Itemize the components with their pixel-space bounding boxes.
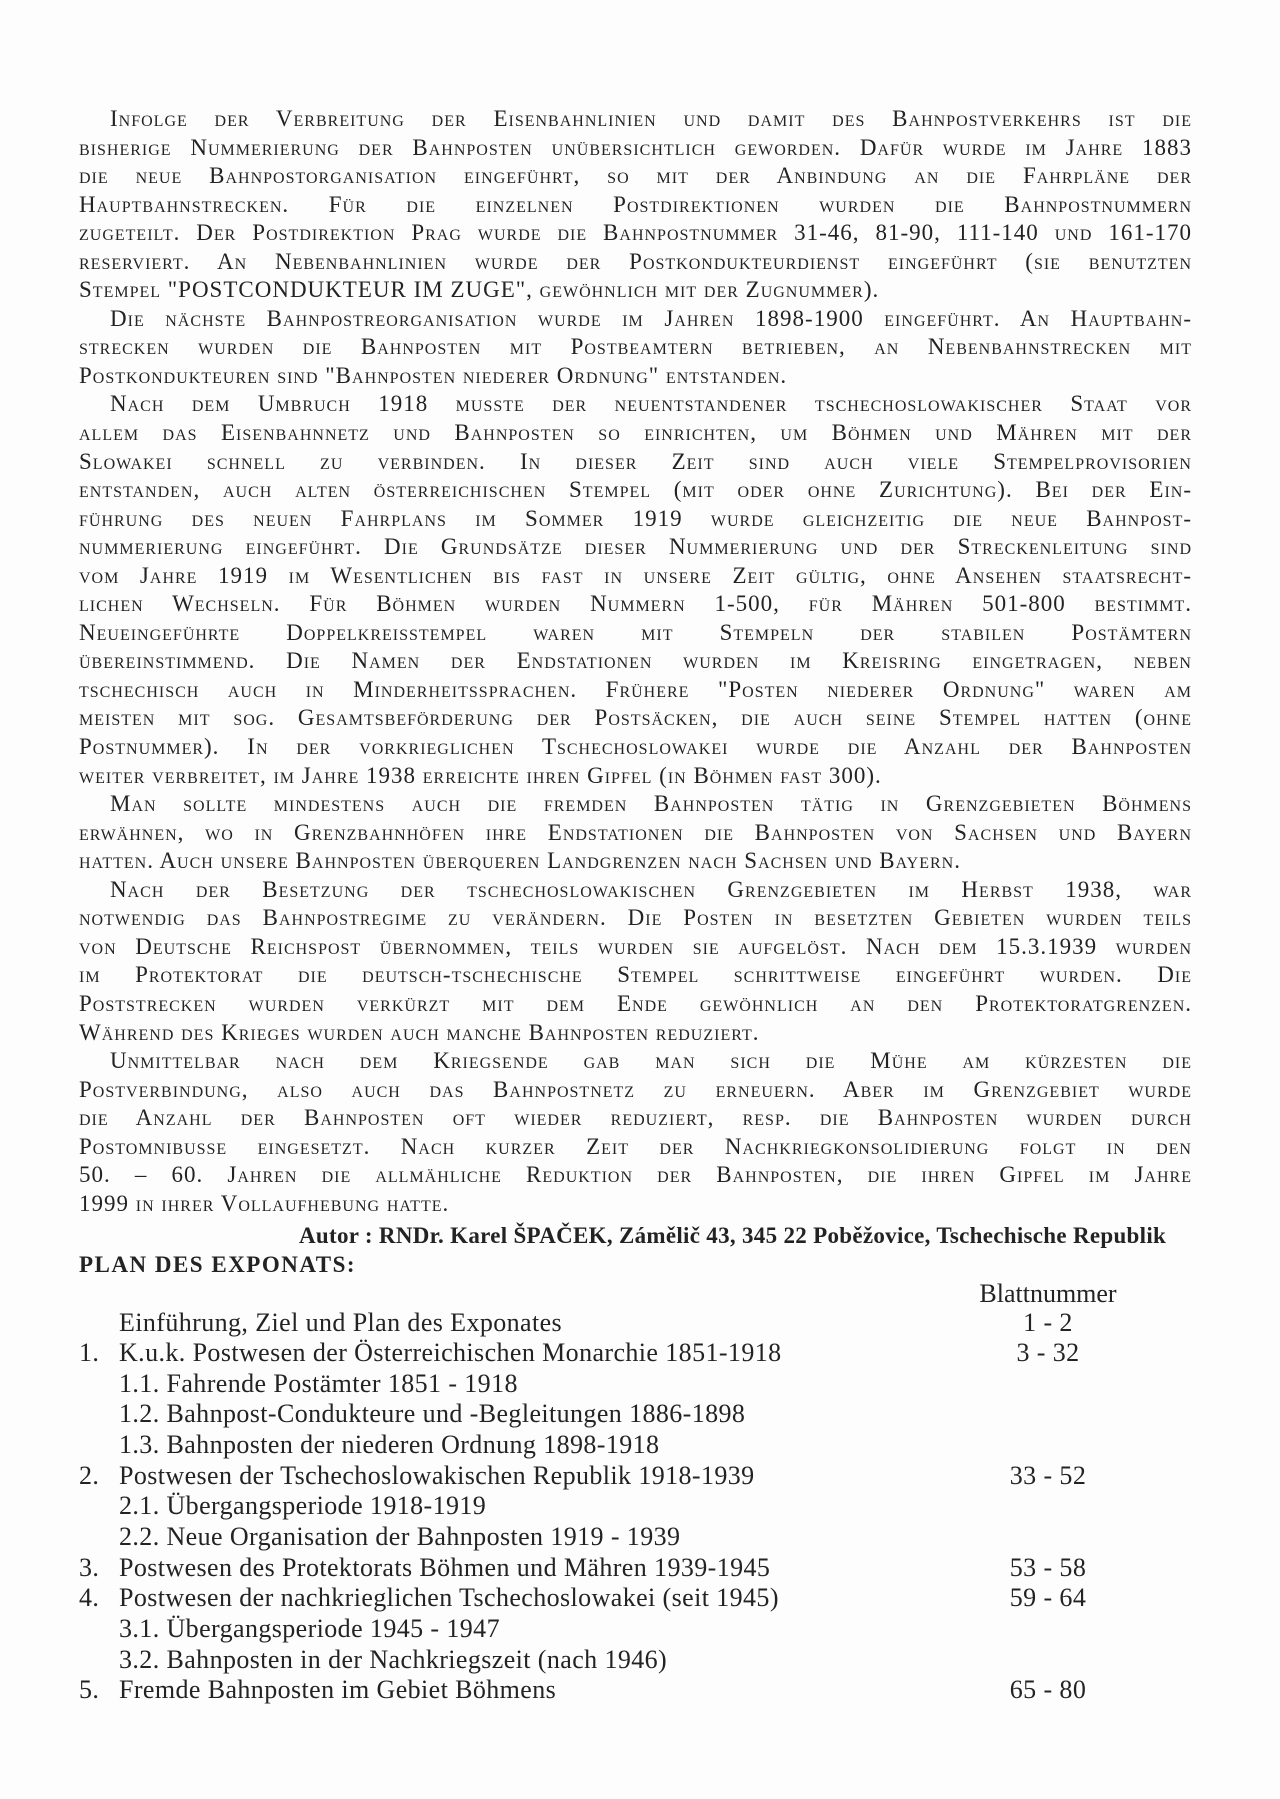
text-line: Nach der Besetzung der tschechoslowakischen Grenzgebieten im Herbst 1938, war [110,876,1192,902]
paragraph [79,1047,1192,1218]
plan-list [79,1308,1192,1707]
plan-entry-title: Postwesen der nachkrieglichen Tschechoslowakei (seit 1945) [119,1583,779,1613]
plan-entry-pages: 59 - 64 [1009,1583,1087,1613]
text-line: Neueingeführte Doppelkreisstempel waren mit Stempeln der stabilen Postämtern [79,619,1192,645]
plan-entry-title: 1.2. Bahnpost-Condukteure und -Begleitungen 1886-1898 [119,1399,746,1429]
text-line: vom Jahre 1919 im Wesentlichen bis fast in unsere Zeit gültig, ohne Ansehen staatsrecht- [79,562,1192,588]
text-line: Postnummer). In der vorkrieglichen Tschechoslowakei wurde die Anzahl der Bahnposten [79,734,1192,760]
plan-entry-pages: 1 - 2 [1023,1307,1073,1337]
text-line: Nach dem Umbruch 1918 musste der neuentstandener tschechoslowakischer Staat vor [110,391,1192,417]
plan-entry-title: 3.2. Bahnposten in der Nachkriegszeit (nach 1946) [119,1644,668,1674]
text-line: Man sollte mindestens auch die fremden Bahnposten tätig in Grenzgebieten Böhmens [110,791,1192,817]
text-line: Infolge der Verbreitung der Eisenbahnlinien und damit des Bahnpostverkehrs ist die [110,106,1192,131]
plan-subentry [79,1614,1192,1645]
paragraph [79,790,1192,876]
text-line: Unmittelbar nach dem Kriegsende gab man sich die Mühe am kürzesten die [110,1048,1192,1074]
text-line: die neue Bahnpostorganisation eingeführt, so mit der Anbindung an die Fahrpläne der [79,163,1192,189]
plan-subentry [79,1491,1192,1522]
plan-entry-number: 5. [79,1675,100,1705]
plan-entry-title: K.u.k. Postwesen der Österreichischen Monarchie 1851-1918 [119,1338,782,1368]
plan-subentry [79,1430,1192,1461]
plan-entry-title: Postwesen des Protektorats Böhmen und Mähren 1939-1945 [119,1552,771,1582]
plan-entry-title: 1.1. Fahrende Postämter 1851 - 1918 [119,1368,518,1398]
text-line: lichen Wechseln. Für Böhmen wurden Nummern 1-500, für Mähren 501-800 bestimmt. [79,591,1192,617]
text-line: übereinstimmend. Die Namen der Endstationen wurden im Kreisring eingetragen, neben [79,648,1192,674]
text-line: Slowakei schnell zu verbinden. In dieser Zeit sind auch viele Stempelprovisorien [79,448,1192,474]
plan-subentry [79,1369,1192,1400]
plan-entry-title: 1.3. Bahnposten der niederen Ordnung 1898-1918 [119,1430,660,1460]
plan-entry-title: 3.1. Übergangsperiode 1945 - 1947 [119,1614,500,1644]
text-line: strecken wurden die Bahnposten mit Postbeamtern betrieben, an Nebenbahnstrecken mit [79,334,1192,360]
plan-entry-title: 2.2. Neue Organisation der Bahnposten 1919 - 1939 [119,1522,681,1552]
plan-entry [79,1675,1192,1706]
plan-entry-title: 2.1. Übergangsperiode 1918-1919 [119,1491,487,1521]
paragraph [79,390,1192,790]
plan-entry-title: Postwesen der Tschechoslowakischen Republik 1918-1939 [119,1460,755,1490]
body-text [79,105,1192,1218]
text-line: Hauptbahnstrecken. Für die einzelnen Postdirektionen wurden die Bahnpostnummern [79,191,1192,217]
text-line: entstanden, auch alten österreichischen Stempel (mit oder ohne Zurichtung). Bei der Ein- [79,477,1192,503]
text-line: Poststrecken wurden verkürzt mit dem Ende gewöhnlich an den Protektoratgrenzen. [79,990,1192,1016]
text-line: tschechisch auch in Minderheitssprachen. Frühere "Posten niederer Ordnung" waren am [79,676,1192,702]
plan-entry-number: 2. [79,1460,100,1490]
text-line: Während des Krieges wurden auch manche Bahnposten reduziert. [79,1019,760,1045]
plan-entry-title: Fremde Bahnposten im Gebiet Böhmens [119,1675,557,1705]
text-line: bisherige Nummerierung der Bahnposten unübersichtlich geworden. Dafür wurde im Jahre 1883 [79,134,1192,160]
text-line: führung des neuen Fahrplans im Sommer 1919 wurde gleichzeitig die neue Bahnpost- [79,505,1192,531]
text-line: die Anzahl der Bahnposten oft wieder reduziert, resp. die Bahnposten wurden durch [79,1105,1192,1131]
plan-title: PLAN DES EXPONATS: [79,1252,357,1277]
text-line: 50. – 60. Jahren die allmähliche Reduktion der Bahnposten, die ihren Gipfel im Jahre [79,1162,1192,1188]
text-line: von Deutsche Reichspost übernommen, teils wurden sie aufgelöst. Nach dem 15.3.1939 wurden [79,933,1192,959]
plan-entry-title: Einführung, Ziel und Plan des Exponates [119,1307,563,1337]
plan-entry-number: 1. [79,1338,100,1368]
text-line: hatten. Auch unsere Bahnposten überqueren Landgrenzen nach Sachsen und Bayern. [79,848,961,874]
paragraph [79,105,1192,305]
plan-entry-pages: 33 - 52 [1009,1460,1087,1490]
text-line: allem das Eisenbahnnetz und Bahnposten so einrichten, um Böhmen und Mähren mit der [79,420,1192,446]
text-line: Die nächste Bahnpostreorganisation wurde im Jahren 1898-1900 eingeführt. An Hauptbahn- [110,305,1192,331]
plan-subentry [79,1399,1192,1430]
plan-subentry [79,1522,1192,1553]
plan-entry-pages: 3 - 32 [1016,1338,1080,1368]
plan-entry [79,1461,1192,1492]
plan-entry-pages: 65 - 80 [1009,1675,1087,1705]
text-line: notwendig das Bahnpostregime zu verändern. Die Posten in besetzten Gebieten wurden teils [79,905,1192,931]
plan-entry-pages: 53 - 58 [1009,1552,1087,1582]
paragraph [79,305,1192,391]
plan-entry-number: 3. [79,1552,100,1582]
text-line: 1999 in ihrer Vollaufhebung hatte. [79,1190,450,1216]
text-line: Stempel "POSTCONDUKTEUR IM ZUGE", gewöhnlich mit der Zugnummer). [79,277,880,303]
plan-entry [79,1553,1192,1584]
text-line: weiter verbreitet, im Jahre 1938 erreichte ihren Gipfel (in Böhmen fast 300). [79,762,882,788]
plan-entry [79,1338,1192,1369]
text-line: Postomnibusse eingesetzt. Nach kurzer Zeit der Nachkriegkonsolidierung folgt in den [79,1133,1192,1159]
text-line: im Protektorat die deutsch-tschechische Stempel schrittweise eingeführt wurden. Die [79,962,1192,988]
plan-entry-number: 4. [79,1583,100,1613]
text-line: nummerierung eingeführt. Die Grundsätze dieser Nummerierung und der Streckenleitung sind [79,534,1192,560]
plan-subentry [79,1645,1192,1676]
plan-entry [79,1583,1192,1614]
author-line: Autor : RNDr. Karel ŠPAČEK, Zámělič 43, 345 22 Poběžovice, Tschechische Republik [299,1223,1167,1248]
text-line: erwähnen, wo in Grenzbahnhöfen ihre Endstationen die Bahnposten von Sachsen und Bayern [79,819,1192,845]
text-line: zugeteilt. Der Postdirektion Prag wurde die Bahnpostnummer 31-46, 81-90, 111-140 und 161-170 [79,220,1192,246]
text-line: reserviert. An Nebenbahnlinien wurde der Postkondukteurdienst eingeführt (sie benutzten [79,248,1192,274]
plan-entry [79,1308,1192,1339]
paragraph [79,876,1192,1047]
text-line: Postkondukteuren sind "Bahnposten niederer Ordnung" entstanden. [79,362,788,388]
text-line: meisten mit sog. Gesamtsbeförderung der Postsäcken, die auch seine Stempel hatten (ohne [79,705,1192,731]
text-line: Postverbindung, also auch das Bahnpostnetz zu erneuern. Aber im Grenzgebiet wurde [79,1076,1192,1102]
page-number-column-header: Blattnummer [979,1279,1117,1308]
